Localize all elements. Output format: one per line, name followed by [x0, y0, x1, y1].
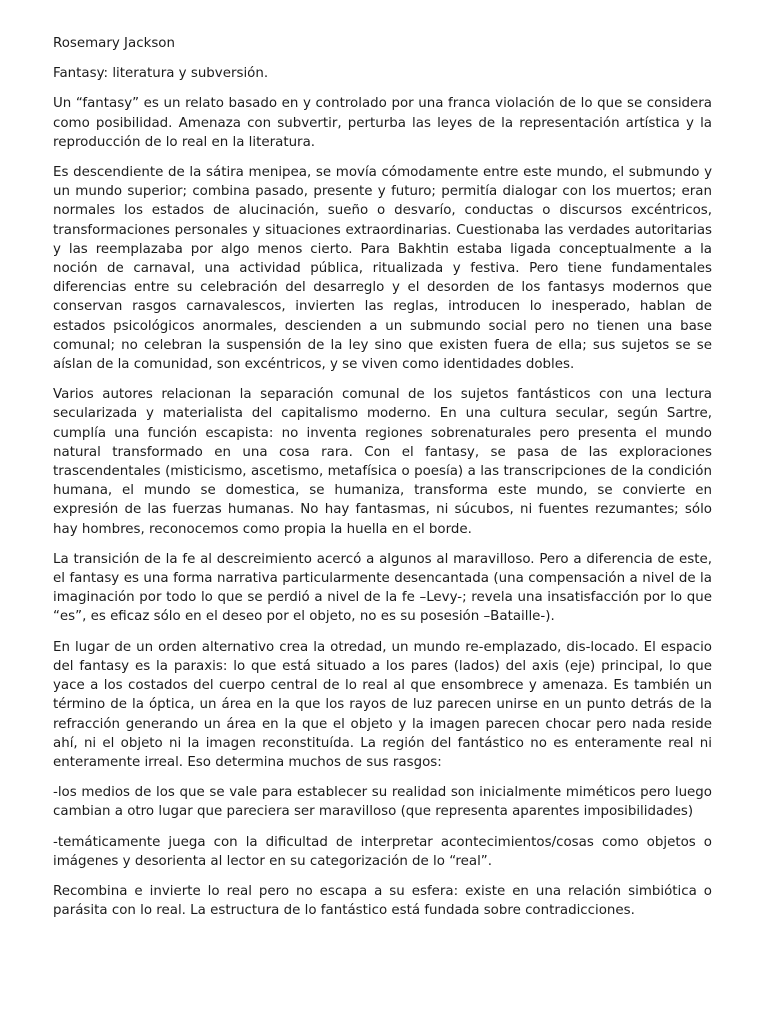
- paragraph-recombination: Recombina e invierte lo real pero no escapa a su esfera: existe en una relación simbiótica o parásita con lo real. La estructura de lo fantástico está fundada sobre contradicciones.: [53, 883, 712, 919]
- author-line: Rosemary Jackson: [53, 36, 175, 51]
- document-title: Fantasy: literatura y subversión.: [53, 66, 269, 82]
- paragraph-secular-reading: Varios autores relacionan la separación comunal de los sujetos fantásticos con una lectura secularizada y materialista del capitalismo moderno. En una cultura secular, según Sartre, cumplía una función escapista: no inventa regiones sobrenaturales pero presenta el mundo natural transformado en una cosa rara. Con el fantasy, se pasa de las exploraciones trascendentales (misticismo, ascetismo, metafísica o poesía) a las transcripciones de la condición humana, el mundo se domestica, se humaniza, transforma este mundo, se convierte en expresión de las fuerzas humanas. No hay fantasmas, ni súcubos, ni fuentes rezumantes; sólo hay hombres, reconocemos como propia la huella en el borde.: [53, 387, 712, 537]
- paragraph-menippean-satire: Es descendiente de la sátira menipea, se movía cómodamente entre este mundo, el submundo y un mundo superior; combina pasado, presente y futuro; permitía dialogar con los muertos; eran normales los estados de alucinación, sueño o desvarío, conductas o discursos excéntricos, transformaciones personales y situaciones extraordinarias. Cuestionaba las verdades autoritarias y las reemplazaba por algo menos cierto. Para Bakhtin estaba ligada conceptualmente a la noción de carnaval, una actividad pública, ritualizada y festiva. Pero tiene fundamentales diferencias entre su celebración del desarreglo y el desorden de los fantasys modernos que conservan rasgos carnavalescos, invierten las reglas, introducen lo inesperado, hablan de estados psicológicos anormales, descienden a un submundo social pero no tienen una base comunal; no celebran la suspensión de la ley sino que existen fuera de ella; sus sujetos se se aíslan de la comunidad, son excéntricos, y se viven como identidades dobles.: [53, 165, 712, 373]
- paragraph-definition: Un “fantasy” es un relato basado en y controlado por una franca violación de lo que se considera como posibilidad. Amenaza con subvertir, perturba las leyes de la representación artística y la reproducción de lo real en la literatura.: [53, 96, 712, 150]
- paragraph-mimetic-means: -los medios de los que se vale para establecer su realidad son inicialmente miméticos pero luego cambian a otro lugar que pareciera ser maravilloso (que representa aparentes imposibilidades): [53, 785, 712, 820]
- paragraph-interpretation: -temáticamente juega con la dificultad de interpretar acontecimientos/cosas como objetos o imágenes y desorienta al lector en su categorización de lo “real”.: [53, 834, 712, 869]
- document-page: [53, 34, 712, 1024]
- paragraph-paraxis: En lugar de un orden alternativo crea la otredad, un mundo re-emplazado, dis-locado. El espacio del fantasy es la paraxis: lo que está situado a los pares (lados) del axis (eje) principal, lo que yace a los costados del cuerpo central de lo real al que ensombrece y amenaza. Es también un término de la óptica, un área en la que los rayos de luz parecen unirse en un punto detrás de la refracción generando un área en la que el objeto y la imagen parecen chocar pero nada reside ahí, ni el objeto ni la imagen reconstituída. La región del fantástico no es enteramente real ni enteramente irreal. Eso determina muchos de sus rasgos:: [53, 639, 712, 770]
- paragraph-disenchantment: La transición de la fe al descreimiento acercó a algunos al maravilloso. Pero a diferencia de este, el fantasy es una forma narrativa particularmente desencantada (una compensación a nivel de la imaginación por todo lo que se perdió a nivel de la fe –Levy-; revela una insatisfacción por lo que “es”, es eficaz sólo en el deseo por el objeto, no es su posesión –Bataille-).: [53, 551, 712, 625]
